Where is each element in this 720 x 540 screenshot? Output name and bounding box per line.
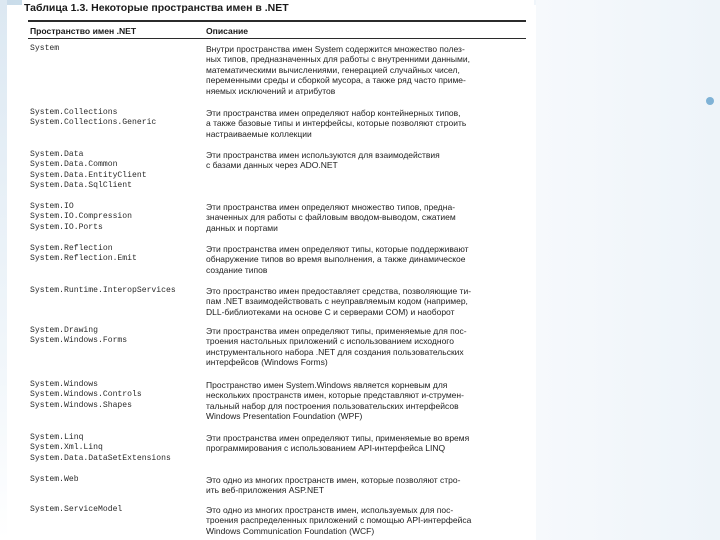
description-line: Эти пространства имен используются для взаимодействия: [206, 150, 440, 160]
namespace-name: System.IO.Compression: [30, 212, 132, 222]
description-line: Это одно из многих пространств имен, которые позволяют стро-: [206, 475, 461, 485]
namespace-cell: [30, 286, 176, 296]
namespace-cell: [30, 108, 156, 129]
description-cell: [206, 286, 522, 317]
description-line: тальный набор для построения пользовательских интерфейсов: [206, 400, 459, 411]
description-line: троения распределенных приложений с помощью API-интерфейса: [206, 515, 472, 526]
namespace-name: System.Data.Common: [30, 160, 118, 170]
slide-side-panel: [536, 0, 720, 540]
namespace-name: System.ServiceModel: [30, 505, 123, 514]
namespace-name: System.Reflection.Emit: [30, 254, 137, 264]
namespace-name: System.Linq: [30, 433, 84, 442]
namespace-name: System.Windows.Controls: [30, 390, 142, 400]
page-title: Таблица 1.3. Некоторые пространства имен в .NET: [24, 2, 289, 14]
namespace-cell: [30, 44, 59, 54]
description-line: DLL-библиотеками на основе C и серверами COM) и наоборот: [206, 306, 455, 317]
namespace-name: System.Data.SqlClient: [30, 181, 132, 191]
description-line: значенных для работы с файловым вводом-выводом, сжатием: [206, 212, 456, 223]
description-line: данных и портами: [206, 222, 278, 233]
description-line: интерфейсов (Windows Forms): [206, 357, 328, 368]
description-cell: [206, 44, 522, 96]
table-top-rule: [28, 20, 526, 22]
description-line: Эти пространства имен определяют множество типов, предна-: [206, 202, 456, 212]
namespace-name: System.Data: [30, 150, 84, 159]
namespace-cell: [30, 150, 147, 192]
namespace-cell: [30, 202, 132, 233]
description-line: переменными среды и сборкой мусора, а также ряд часто приме-: [206, 75, 466, 86]
description-line: Это одно из многих пространств имен, используемых для пос-: [206, 505, 454, 515]
namespace-name: System.Data.DataSetExtensions: [30, 453, 171, 463]
namespace-cell: [30, 244, 137, 265]
namespace-name: System.Web: [30, 475, 79, 484]
description-line: Windows Presentation Foundation (WPF): [206, 411, 363, 422]
description-line: пам .NET взаимодействовать с неуправляемым кодом (например,: [206, 296, 468, 307]
namespace-name: System.Runtime.InteropServices: [30, 286, 176, 295]
description-line: инструментального набора .NET для создания пользовательских: [206, 346, 464, 357]
namespace-name: System.Drawing: [30, 326, 98, 335]
namespace-cell: [30, 505, 122, 515]
namespace-name: System.Collections.Generic: [30, 118, 157, 128]
description-line: Эти пространства имен определяют набор контейнерных типов,: [206, 108, 461, 118]
namespace-cell: [30, 433, 171, 464]
namespace-name: System.Windows.Shapes: [30, 400, 132, 410]
description-line: Эти пространства имен определяют типы, которые поддерживают: [206, 244, 469, 254]
description-cell: [206, 150, 522, 171]
column-header-description: Описание: [206, 26, 249, 36]
description-line: троения настольных приложений с использованием исходного: [206, 336, 454, 347]
slide-accent-left: [0, 0, 7, 540]
description-cell: [206, 505, 522, 536]
namespace-name: System.Collections: [30, 108, 118, 117]
description-cell: [206, 380, 522, 422]
description-line: обнаружение типов во время выполнения, а также динамическое: [206, 254, 466, 265]
description-line: программирования с использованием API-интерфейса LINQ: [206, 443, 446, 454]
namespace-cell: [30, 380, 142, 411]
description-line: математическими вычислениями, генерацией случайных чисел,: [206, 64, 460, 75]
description-line: Windows Communication Foundation (WCF): [206, 525, 375, 536]
description-line: Эти пространства имен определяют типы, применяемые для пос-: [206, 326, 467, 336]
column-header-namespace: Пространство имен .NET: [30, 26, 137, 36]
description-line: ить веб-приложения ASP.NET: [206, 485, 325, 496]
namespace-name: System.IO: [30, 202, 74, 211]
description-line: а также базовые типы и интерфейсы, которые позволяют строить: [206, 118, 467, 129]
description-line: Пространство имен System.Windows является корневым для: [206, 380, 448, 390]
description-line: Эти пространства имен определяют типы, применяемые во время: [206, 433, 470, 443]
namespace-name: System.Windows.Forms: [30, 336, 128, 346]
namespace-cell: [30, 475, 79, 485]
description-line: нескольких пространств имен, которые представляют и-струмен-: [206, 390, 464, 401]
description-line: Это пространство имен предоставляет средства, позволяющие ти-: [206, 286, 472, 296]
description-cell: [206, 475, 522, 496]
namespace-name: System.IO.Ports: [30, 222, 103, 232]
namespace-name: System.Windows: [30, 380, 98, 389]
description-cell: [206, 433, 522, 454]
description-cell: [206, 244, 522, 275]
namespace-name: System.Data.EntityClient: [30, 170, 147, 180]
table-header-rule: [28, 38, 526, 39]
description-line: няемых исключений и атрибутов: [206, 85, 336, 96]
description-line: Внутри пространства имен System содержится множество полез-: [206, 44, 465, 54]
description-line: с базами данных через ADO.NET: [206, 160, 338, 171]
description-cell: [206, 108, 522, 139]
namespace-name: System.Reflection: [30, 244, 113, 253]
bullet-dot-icon: [706, 97, 714, 105]
namespace-cell: [30, 326, 127, 347]
description-line: ных типов, предназначенных для работы с внутренними данными,: [206, 54, 470, 65]
description-line: настраиваемые коллекции: [206, 128, 312, 139]
description-cell: [206, 202, 522, 233]
document-page: [22, 0, 534, 540]
namespace-name: System: [30, 44, 60, 53]
description-cell: [206, 326, 522, 368]
namespace-name: System.Xml.Linq: [30, 443, 103, 453]
description-line: создание типов: [206, 264, 268, 275]
